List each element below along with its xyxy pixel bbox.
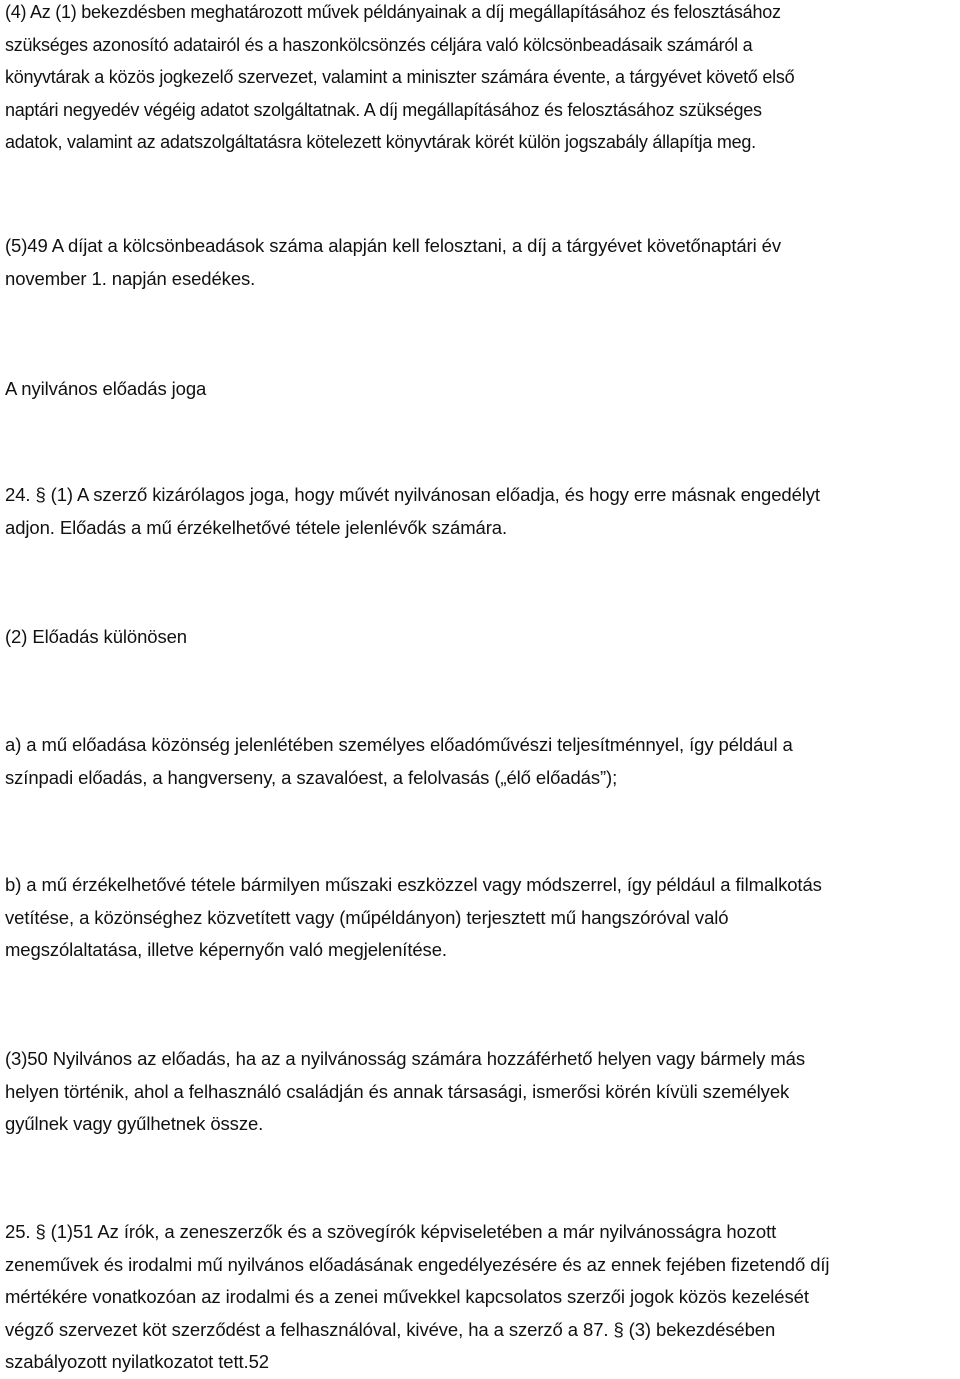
section-24-paragraph-1: 24. § (1) A szerző kizárólagos joga, hogy művét nyilvánosan előadja, és hogy erre másnak engedélyt adjon. Előadás a mű érzékelhetővé tétele jelenlévők számára.	[5, 484, 820, 538]
section-24-paragraph-2: (2) Előadás különösen	[5, 626, 187, 647]
section-24-point-a: a) a mű előadása közönség jelenlétében személyes előadóművészi teljesítménnyel, így például a színpadi előadás, a hangverseny, a szavalóest, a felolvasás („élő előadás”);	[5, 734, 793, 788]
section-25-paragraph-1: 25. § (1)51 Az írók, a zeneszerzők és a szövegírók képviseletében a már nyilvánosságra hozott zeneművek és irodalmi mű nyilvános előadásának engedélyezésére és az ennek fejében fizetendő díj mértékére vonatkozóan az irodalmi és a zenei művekkel kapcsolatos szerzői jogok közös kezelését végző szervezet köt szerződést a felhasználóval, kivéve, ha a szerző a 87. § (3) bekezdésében szabályozott nyilatkozatot tett.52	[5, 1221, 830, 1373]
section-heading: A nyilvános előadás joga	[5, 378, 207, 399]
paragraph-4: (4) Az (1) bekezdésben meghatározott művek példányainak a díj megállapításához és felosztásához szükséges azonosító adatairól és a haszonkölcsönzés céljára való kölcsönbeadásaik számáról a könyvtárak a közös jogkezelő szervezet, valamint a miniszter számára évente, a tárgyévet követő első naptári negyedév végéig adatot szolgáltatnak. A díj megállapításához és felosztásához szükséges adatok, valamint az adatszolgáltatásra kötelezett könyvtárak körét külön jogszabály állapítja meg.	[5, 2, 795, 153]
section-24-point-b: b) a mű érzékelhetővé tétele bármilyen műszaki eszközzel vagy módszerrel, így például a filmalkotás vetítése, a közönséghez közvetített vagy (műpéldányon) terjesztett mű hangszóróval való megszólaltatása, illetve képernyőn való megjelenítése.	[5, 874, 822, 961]
paragraph-5: (5)49 A díjat a kölcsönbeadások száma alapján kell felosztani, a díj a tárgyévet követőnaptári év november 1. napján esedékes.	[5, 235, 781, 289]
section-24-paragraph-3: (3)50 Nyilvános az előadás, ha az a nyilvánosság számára hozzáférhető helyen vagy bármely más helyen történik, ahol a felhasználó családján és annak társasági, ismerősi körén kívüli személyek gyűlnek vagy gyűlhetnek össze.	[5, 1048, 805, 1135]
